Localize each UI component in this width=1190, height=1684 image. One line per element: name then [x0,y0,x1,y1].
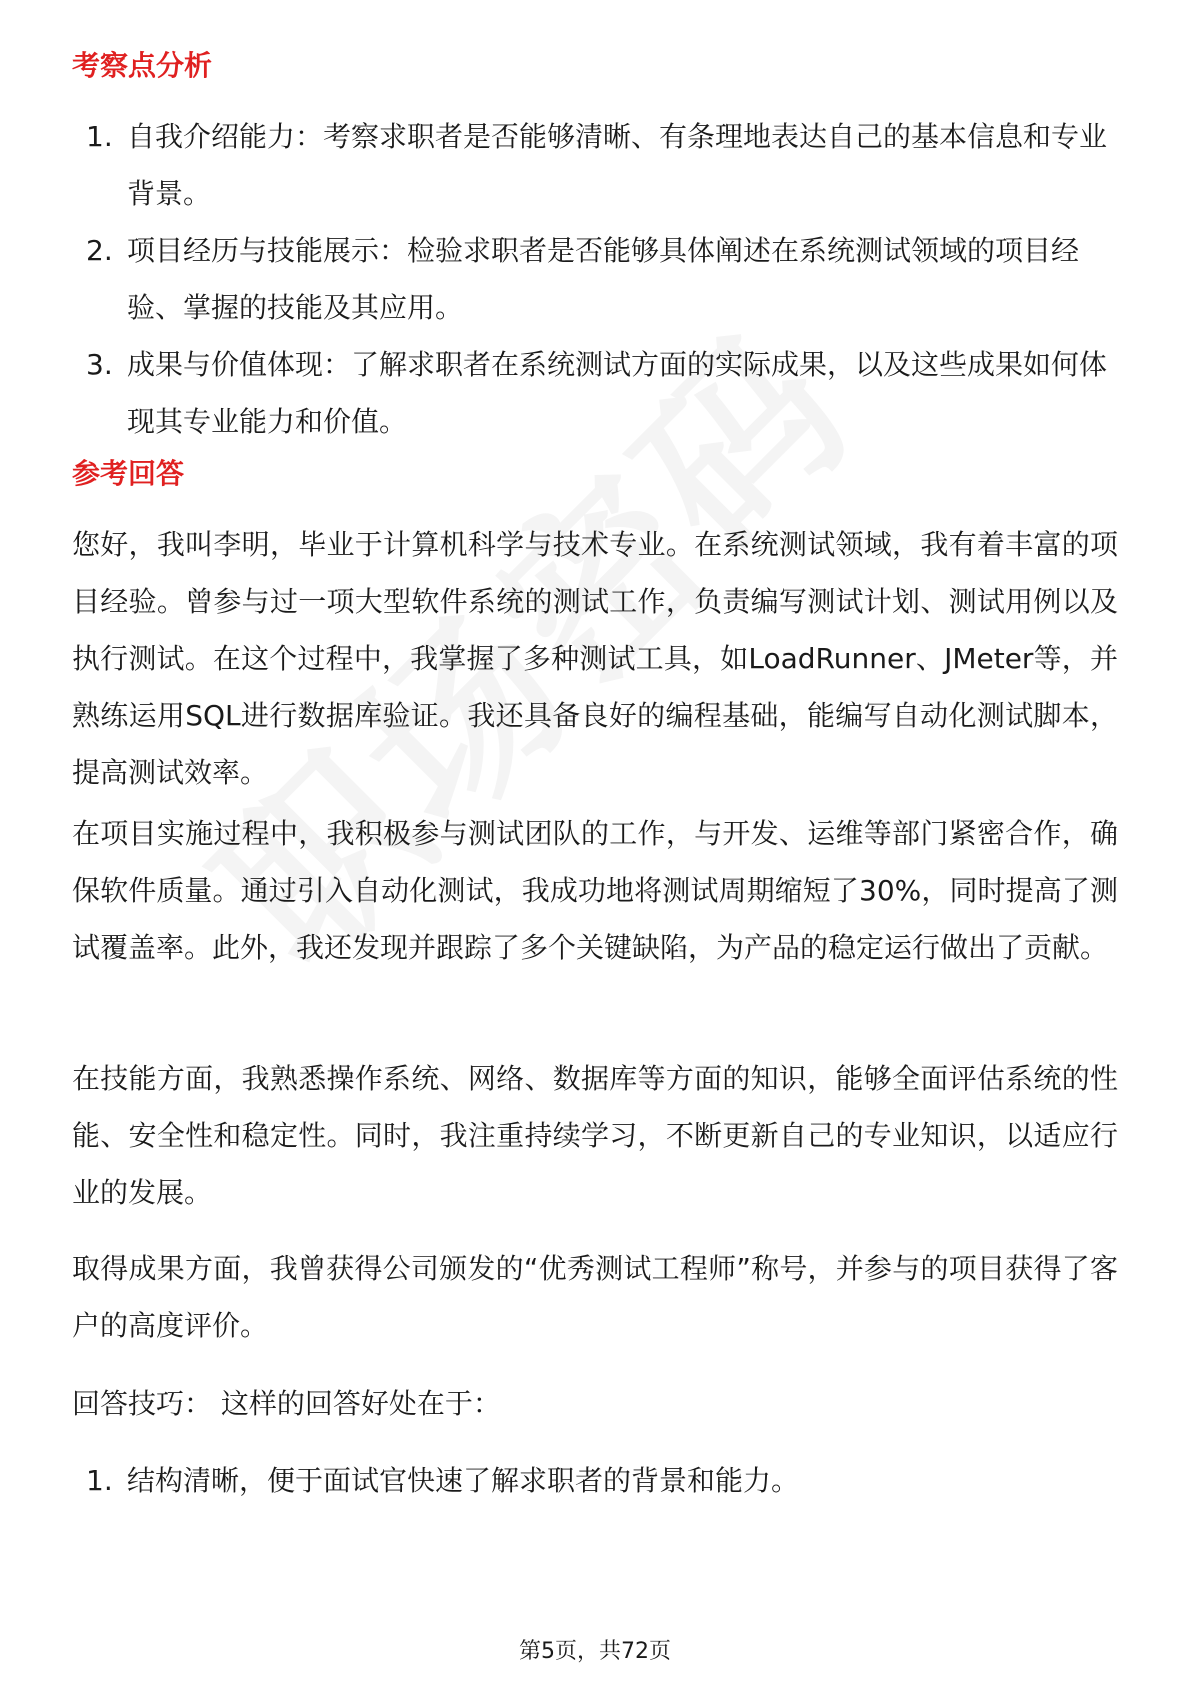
list-item-number: 1. [86,1464,113,1497]
list-item-number: 2. [86,234,113,267]
paragraph: 在技能方面，我熟悉操作系统、网络、数据库等方面的知识，能够全面评估系统的性能、安全性和稳定性。同时，我注重持续学习，不断更新自己的专业知识，以适应行业的发展。 [72,1062,1118,1209]
list-item [72,336,1118,450]
list-item-text: 项目经历与技能展示：检验求职者是否能够具体阐述在系统测试领域的项目经验、掌握的技能及其应用。 [127,234,1080,324]
list-item-number: 3. [86,348,113,381]
paragraph: 取得成果方面，我曾获得公司颁发的“优秀测试工程师”称号，并参与的项目获得了客户的高度评价。 [72,1252,1118,1342]
analysis-list [72,108,1118,450]
list-item-text: 成果与价值体现：了解求职者在系统测试方面的实际成果，以及这些成果如何体现其专业能力和价值。 [127,348,1108,438]
list-item [72,222,1118,336]
paragraph-tips-intro: 回答技巧： 这样的回答好处在于： [72,1387,501,1420]
list-item-number: 1. [86,120,113,153]
list-item [72,1452,1118,1509]
page-number-footer: 第5页，共72页 [519,1639,671,1664]
list-item [72,108,1118,222]
list-item-text: 结构清晰，便于面试官快速了解求职者的背景和能力。 [127,1464,800,1497]
list-item-text: 自我介绍能力：考察求职者是否能够清晰、有条理地表达自己的基本信息和专业背景。 [127,120,1108,210]
section-heading-analysis: 考察点分析 [72,49,213,82]
paragraph: 您好，我叫李明，毕业于计算机科学与技术专业。在系统测试领域，我有着丰富的项目经验。曾参与过一项大型软件系统的测试工作，负责编写测试计划、测试用例以及执行测试。在这个过程中，我掌握了多种测试工具，如LoadRunner、JMeter等，并熟练运用SQL进行数据库验证。我还具备良好的编程基础，能编写自动化测试脚本，提高测试效率。 [72,528,1118,789]
paragraph: 在项目实施过程中，我积极参与测试团队的工作，与开发、运维等部门紧密合作，确保软件质量。通过引入自动化测试，我成功地将测试周期缩短了30%，同时提高了测试覆盖率。此外，我还发现并跟踪了多个关键缺陷，为产品的稳定运行做出了贡献。 [72,817,1118,964]
tips-list [72,1452,1118,1509]
section-heading-reference-answer: 参考回答 [72,457,185,490]
